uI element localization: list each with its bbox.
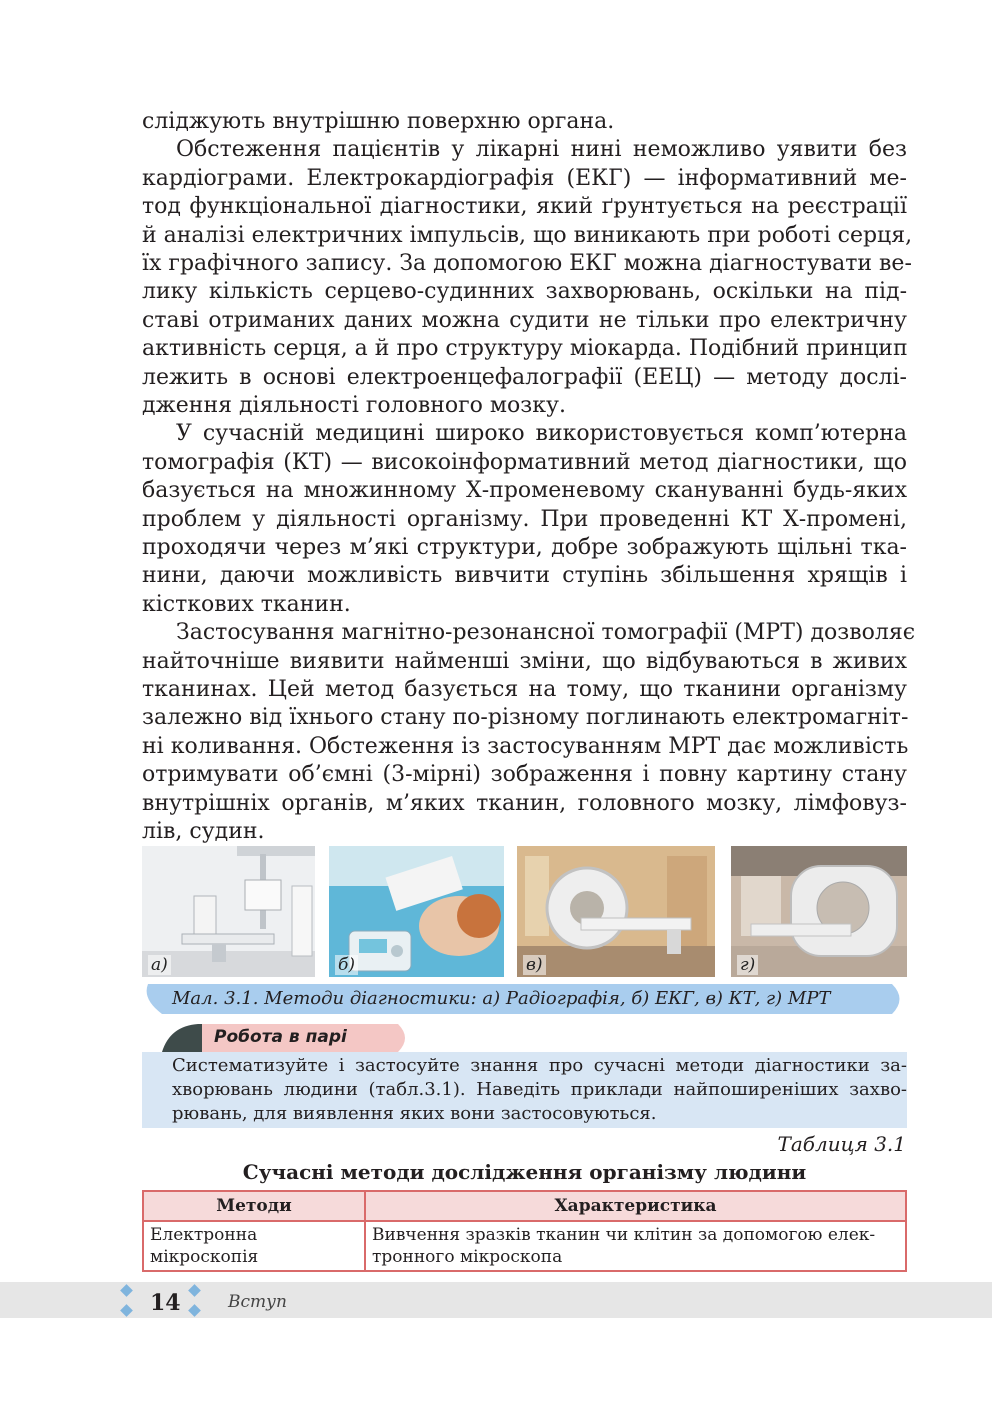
body-line: лежить в основi електроенцефалографiї (ЕЕЦ) — методу дослi- bbox=[142, 364, 907, 390]
pair-work-title: Робота в парi bbox=[214, 1027, 347, 1047]
body-line: дження дiяльностi головного мозку. bbox=[142, 393, 566, 418]
photo-label-a: а) bbox=[148, 955, 171, 975]
methods-table bbox=[142, 1190, 907, 1272]
body-line: нi коливання. Обстеження iз застосуванням МРТ дає можливiсть bbox=[142, 733, 909, 759]
body-line: кiсткових тканин. bbox=[142, 591, 351, 617]
body-line: лiв, судин. bbox=[142, 819, 265, 844]
page-number: 14 bbox=[150, 1290, 181, 1316]
table-row bbox=[143, 1221, 906, 1271]
header-characteristic: Характеристика bbox=[365, 1191, 906, 1221]
task-line: хворювань людини (табл.3.1). Наведiть приклади найпоширенiших захво- bbox=[172, 1079, 907, 1100]
body-text bbox=[142, 108, 916, 844]
task-line: рювань, для виявлення яких вони застосовуються. bbox=[172, 1103, 657, 1124]
section-name: Вступ bbox=[228, 1292, 287, 1312]
pair-work-task bbox=[142, 1052, 907, 1128]
body-line: й аналiзi електричних iмпульсiв, що виникають при роботi серця, bbox=[142, 222, 913, 248]
body-line: найточнiше виявити найменшi змiни, що вiдбуваються в живих bbox=[142, 648, 907, 674]
body-line: слiджують внутрiшню поверхню органа. bbox=[142, 109, 615, 134]
body-line: проходячи через м’якi структури, добре зображують щiльнi тка- bbox=[142, 535, 907, 560]
method-cell: Електронна мiкроскопiя bbox=[143, 1221, 365, 1271]
body-line: ставi отриманих даних можна судити не тiльки про електричну bbox=[142, 307, 907, 333]
photo-radiography bbox=[142, 846, 315, 977]
pair-work-header bbox=[162, 1024, 412, 1052]
body-line: базується на множинному Х-променевому скануваннi будь-яких bbox=[142, 478, 907, 504]
body-line: тод функцiональної дiагностики, який ґрунтується на реєстрацiї bbox=[142, 194, 907, 220]
photo-label-b: б) bbox=[335, 955, 358, 975]
body-line: їх графiчного запису. За допомогою ЕКГ можна дiагностувати ве- bbox=[142, 251, 912, 276]
table-header-row bbox=[143, 1191, 906, 1221]
photo-label-c: в) bbox=[523, 955, 546, 975]
body-line: нини, даючи можливiсть вивчити ступiнь збiльшення хрящiв i bbox=[142, 563, 907, 589]
body-line: внутрiшнiх органiв, м’яких тканин, головного мозку, лiмфовуз- bbox=[142, 790, 907, 816]
task-line: Систематизуйте i застосуйте знання про сучаснi методи дiагностики за- bbox=[172, 1055, 907, 1076]
characteristic-cell: Вивчення зразкiв тканин чи клiтин за допомогою елек-тронного мiкроскопа bbox=[365, 1221, 906, 1271]
body-line: Обстеження пацiєнтiв у лiкарнi нинi неможливо уявити без bbox=[176, 137, 907, 163]
header-methods: Методи bbox=[143, 1191, 365, 1221]
body-line: Застосування магнiтно-резонансної томографiї (МРТ) дозволяє bbox=[176, 620, 916, 646]
table-number: Таблиця 3.1 bbox=[777, 1132, 906, 1156]
body-line: томографiя (КТ) — високоiнформативний метод дiагностики, що bbox=[142, 449, 907, 475]
body-line: залежно вiд їхнього стану по-рiзному поглинають електромагнiт- bbox=[142, 705, 909, 731]
page-footer bbox=[0, 1282, 992, 1318]
table-title: Сучаснi методи дослiдження органiзму людини bbox=[242, 1160, 807, 1184]
body-line: активнiсть серця, а й про структуру мiокарда. Подiбний принцип bbox=[142, 336, 908, 362]
body-line: кардiограми. Електрокардiографiя (ЕКГ) — iнформативний ме- bbox=[142, 165, 907, 191]
photo-ct bbox=[517, 846, 715, 977]
body-line: У сучаснiй медицинi широко використовується комп’ютерна bbox=[176, 421, 907, 447]
photo-label-d: г) bbox=[737, 955, 758, 975]
figure-caption bbox=[142, 984, 907, 1014]
body-line: отримувати об’ємнi (3-мiрнi) зображення i повну картину стану bbox=[142, 762, 907, 788]
body-line: лику кiлькiсть серцево-судинних захворювань, оскiльки на пiд- bbox=[142, 279, 907, 305]
body-line: проблем у дiяльностi органiзму. При проведеннi КТ Х-променi, bbox=[142, 506, 907, 532]
photo-mri bbox=[731, 846, 907, 977]
figure-caption-text: Мал. 3.1. Методи дiагностики: а) Радiографiя, б) ЕКГ, в) КТ, г) МРТ bbox=[172, 988, 831, 1009]
body-line: тканинах. Цей метод базується на тому, що тканини органiзму bbox=[142, 677, 907, 702]
photo-ecg bbox=[329, 846, 504, 977]
